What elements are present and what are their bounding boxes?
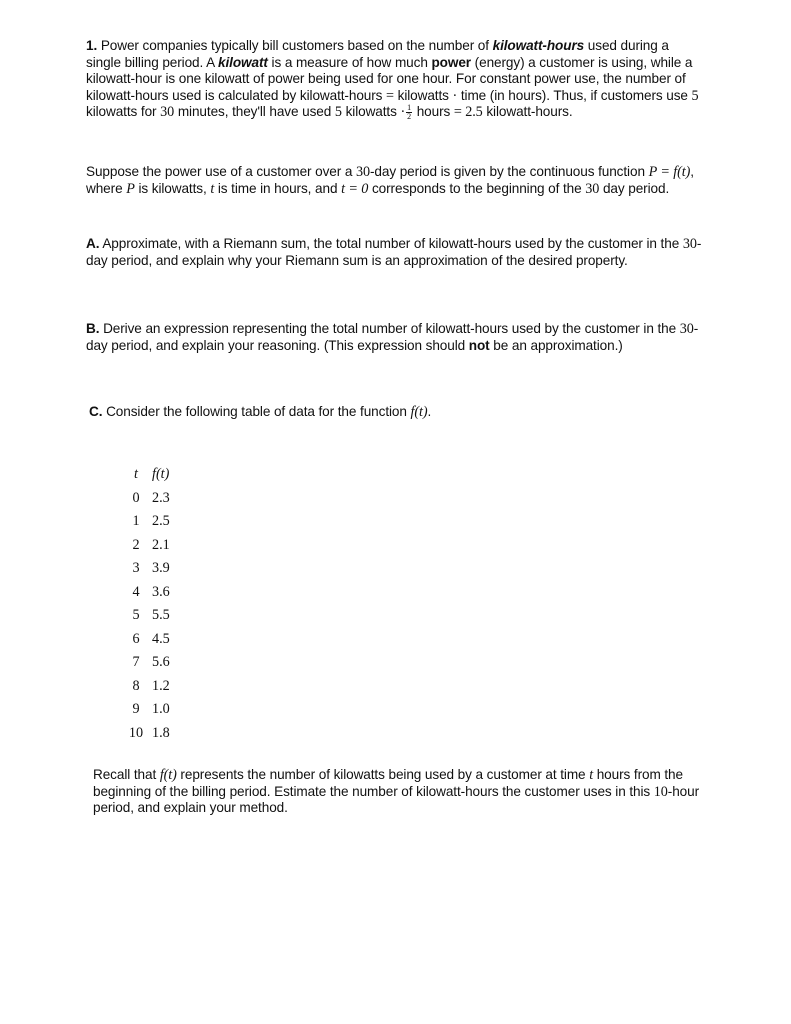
- table-row: 4 3.6: [132, 583, 170, 600]
- part-b-paragraph: B. Derive an expression representing the total number of kilowatt-hours used by the customer in the 30-day period, and explain your reasoning. (This expression should not be an approximation.): [86, 321, 699, 353]
- power-word: power: [431, 54, 471, 70]
- kwh-term: kilowatt-hours: [492, 38, 585, 53]
- kw-term: kilowatt: [218, 54, 268, 70]
- table-row: 6 4.5: [132, 630, 170, 647]
- table-row: 3 3.9: [132, 560, 170, 577]
- part-c-label: C.: [89, 404, 103, 419]
- header-ft: f(t): [152, 466, 170, 483]
- header-t: t: [134, 466, 138, 483]
- table-row: 1 2.5: [132, 513, 170, 530]
- table-row: 8 1.2: [132, 677, 170, 694]
- part-a-label: A.: [86, 236, 100, 251]
- table-row: 9 1.0: [132, 701, 170, 718]
- problem-number: 1.: [86, 38, 98, 53]
- one-half-fraction: $\frac{1}{2}$: [407, 103, 412, 122]
- recall-paragraph: Recall that f(t) represents the number of kilowatts being used by a customer at time t hours from the beginning of the billing period. Estimate the number of kilowatt-hours the customer uses in this 10-hour period, and explain your method.: [93, 767, 700, 816]
- part-a-paragraph: A. Approximate, with a Riemann sum, the total number of kilowatt-hours used by the customer in the 30-day period, and explain why your Riemann sum is an approximation of the desired property.: [86, 236, 702, 268]
- table-row: 5 5.5: [132, 607, 170, 624]
- table-row: 2 2.1: [132, 536, 170, 553]
- table-row: 7 5.6: [132, 654, 170, 671]
- intro-paragraph: 1. Power companies typically bill customers based on the number of kilowatt-hours used during a single billing period. A kilowatt is a measure of how much power (energy) a customer is using, while a kilowatt-hour is one kilowatt of power being used for one hour. For constant power use, the number of kilowatt-hours used is calculated by kilowatt-hours = kilowatts · time (in hours). Thus, if customers use 5 kilowatts for 30 minutes, they'll have used 5 kilowatts · $\frac{1}{2}$ hours = 2.5 kilowatt-hours.: [86, 38, 699, 122]
- part-c-paragraph: C. Consider the following table of data for the function f(t).: [89, 404, 432, 420]
- part-b-label: B.: [86, 321, 100, 336]
- table-row: 0 2.3: [132, 489, 170, 506]
- not-word: not: [468, 337, 490, 353]
- table-row: 10 1.8: [128, 724, 170, 741]
- data-table: [120, 463, 170, 745]
- setup-paragraph: Suppose the power use of a customer over a 30-day period is given by the continuous function P = f(t), where P is kilowatts, t is time in hours, and t = 0 corresponds to the beginning of the 30 day period.: [86, 164, 694, 197]
- table-header-row: [120, 463, 170, 487]
